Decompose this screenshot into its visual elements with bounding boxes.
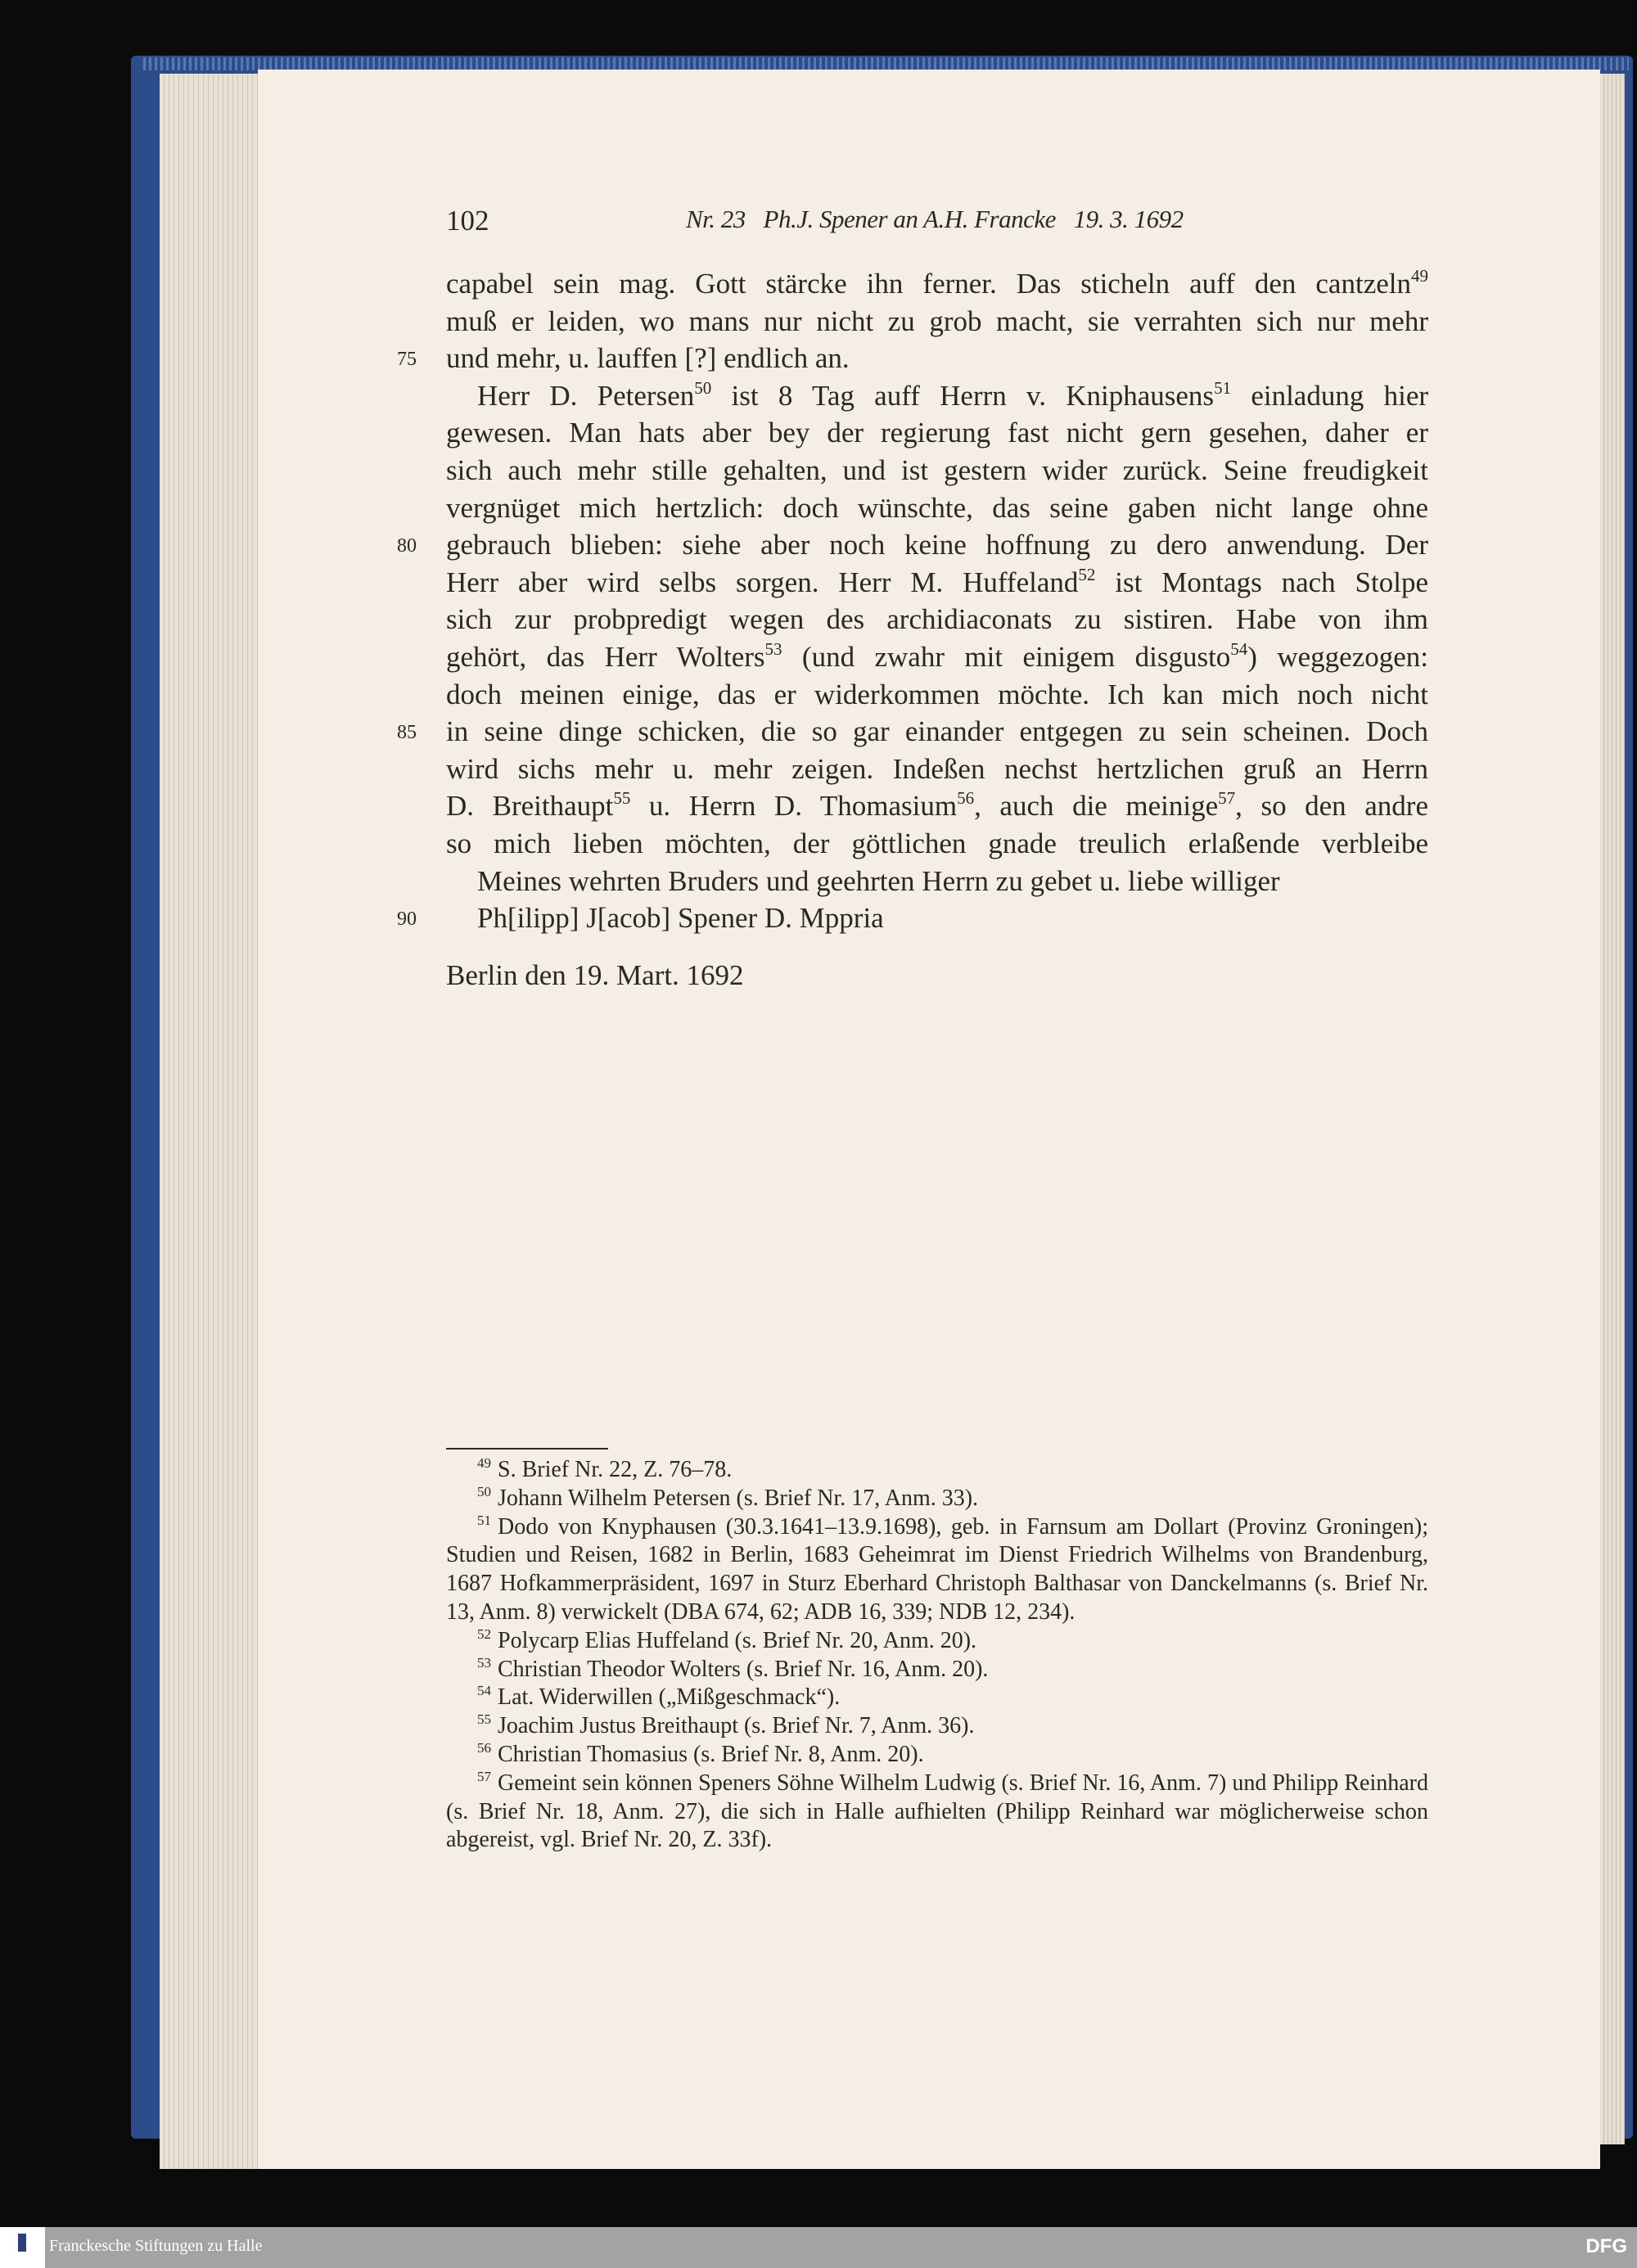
line-number: 80 (397, 535, 417, 557)
footnote (446, 1656, 1428, 1684)
line-number: 85 (397, 722, 417, 744)
footnote-ref[interactable]: 50 (694, 377, 712, 398)
text-line (397, 340, 1428, 377)
page-header (446, 205, 1428, 241)
footnote-number: 56 (477, 1739, 491, 1756)
page-stack-left (160, 74, 262, 2169)
line-text: gehört, das Herr Wolters (446, 640, 765, 673)
line-text: capabel sein mag. Gott stärcke ihn ferner. Das sticheln auff den cantzeln (446, 268, 1411, 300)
text-line (446, 638, 1428, 676)
footnote (446, 1684, 1428, 1712)
footnote-text: Gemeint sein können Speners Söhne Wilhelm Ludwig (s. Brief Nr. 16, Anm. 7) und Philipp Reinhard (s. Brief Nr. 18, Anm. 27), die sich in Halle aufhielten (Philipp Reinhard war möglicherweise schon abgereist, vgl. Brief Nr. 20, Z. 33f). (446, 1770, 1428, 1853)
line-number: 90 (397, 909, 417, 931)
text-line (446, 601, 1428, 638)
running-title: Nr. 23 Ph.J. Spener an A.H. Francke 19. 3. 1692 (686, 205, 1184, 233)
footnote-rule (446, 1448, 608, 1450)
line-text: doch meinen einige, das er widerkommen möchte. Ich kan mich noch nicht (446, 678, 1428, 710)
line-text: D. Breithaupt (446, 790, 614, 823)
footnote-ref[interactable]: 54 (1230, 638, 1248, 659)
text-line (446, 825, 1428, 863)
viewer-footer (0, 2227, 1637, 2268)
line-text: Meines wehrten Bruders und geehrten Herrn zu gebet u. liebe williger (477, 864, 1280, 897)
line-text: einladung hier (1231, 379, 1429, 412)
line-text: u. Herrn D. Thomasium (630, 790, 958, 823)
book-headband (143, 57, 1629, 70)
line-text: (und zwahr mit einigem disgusto (782, 640, 1231, 673)
footnote-ref[interactable]: 51 (1214, 377, 1232, 398)
footnote-text: Johann Wilhelm Petersen (s. Brief Nr. 17, Anm. 33). (498, 1485, 979, 1511)
footnote-text: Polycarp Elias Huffeland (s. Brief Nr. 20, Anm. 20). (498, 1627, 977, 1653)
text-line (397, 713, 1428, 751)
line-text: Herr aber wird selbs sorgen. Herr M. Huffeland (446, 566, 1079, 598)
footnote (446, 1513, 1428, 1627)
line-text: gewesen. Man hats aber bey der regierung fast nicht gern gesehen, daher er (446, 417, 1428, 449)
line-text: und mehr, u. lauffen [?] endlich an. (446, 342, 850, 375)
line-text: gebrauch blieben: siehe aber noch keine hoffnung zu dero anwendung. Der (446, 529, 1428, 561)
line-text: wird sichs mehr u. mehr zeigen. Indeßen nechst hertzlichen gruß an Herrn (446, 752, 1428, 785)
footnote (446, 1485, 1428, 1513)
footnote-text: Joachim Justus Breithaupt (s. Brief Nr. 7, Anm. 36). (498, 1713, 975, 1739)
footnote-number: 55 (477, 1711, 491, 1728)
line-text: sich auch mehr stille gehalten, und ist gestern wider zurück. Seine freudigkeit (446, 453, 1428, 486)
footnote-ref[interactable]: 55 (613, 788, 631, 809)
page-stack-right (1600, 74, 1625, 2144)
text-line (446, 863, 1428, 900)
line-text: ist 8 Tag auff Herrn v. Kniphausens (711, 379, 1215, 412)
line-text: ist Montags nach Stolpe (1095, 566, 1429, 598)
text-line (446, 414, 1428, 452)
footnote (446, 1741, 1428, 1770)
footnote (446, 1456, 1428, 1485)
footnote-number: 57 (477, 1768, 491, 1784)
text-line (446, 377, 1428, 415)
footnote-number: 53 (477, 1654, 491, 1671)
line-number: 75 (397, 349, 417, 371)
line-text: vergnüget mich hertzlich: doch wünschte, das seine gaben nicht lange ohne (446, 491, 1428, 524)
line-text: , auch die meinige (974, 790, 1219, 823)
footnote-number: 50 (477, 1483, 491, 1499)
text-line (446, 489, 1428, 527)
page-number: 102 (446, 205, 489, 237)
text-line (446, 452, 1428, 489)
line-text: in seine dinge schicken, die so gar einander entgegen zu sein scheinen. Doch (446, 715, 1428, 748)
text-line (397, 526, 1428, 564)
logo-figure-icon (18, 2234, 26, 2252)
footnote (446, 1770, 1428, 1855)
letter-body (397, 265, 1429, 937)
franckesche-stiftungen-logo (0, 2227, 45, 2268)
line-text: ) weggezogen: (1247, 640, 1428, 673)
line-text: muß er leiden, wo mans nur nicht zu grob macht, sie verrahten sich nur mehr (446, 304, 1428, 337)
closing-date: Berlin den 19. Mart. 1692 (446, 959, 744, 991)
footnote-ref[interactable]: 49 (1411, 266, 1428, 286)
text-line (446, 787, 1428, 825)
footnote-ref[interactable]: 52 (1078, 564, 1096, 584)
footnote-text: Lat. Widerwillen („Mißgeschmack“). (498, 1684, 841, 1711)
dfg-logo: DFG (1585, 2235, 1627, 2257)
line-text: , so den andre (1235, 790, 1428, 823)
footnote-text: Dodo von Knyphausen (30.3.1641–13.9.1698), geb. in Farnsum am Dollart (Provinz Groningen); Studien und Reisen, 1682 in Berlin, 1683 Geheimrat im Dienst Friedrich Wilhelms von Brandenburg, 1687 Hofkammerpräsident, 1697 in Sturz Eberhard Christoph Balthasar von Danckelmanns (s. Brief Nr. 13, Anm. 8) verwickelt (DBA 674, 62; ADB 16, 339; NDB 12, 234). (446, 1513, 1428, 1625)
line-text: so mich lieben möchten, der göttlichen gnade treulich erlaßende verbleibe (446, 827, 1428, 859)
text-line (397, 900, 1428, 937)
footnote-text: Christian Theodor Wolters (s. Brief Nr. 16, Anm. 20). (498, 1656, 989, 1682)
footnote-number: 49 (477, 1455, 491, 1471)
footnote-number: 54 (477, 1683, 491, 1699)
text-line (446, 676, 1428, 714)
footnotes (446, 1456, 1428, 1855)
organization-name: Franckesche Stiftungen zu Halle (49, 2237, 263, 2255)
footnote (446, 1712, 1428, 1741)
line-text: sich zur probpredigt wegen des archidiaconats zu sistiren. Habe von ihm (446, 603, 1428, 636)
text-line (446, 564, 1428, 602)
text-line (446, 265, 1428, 303)
line-text: Ph[ilipp] J[acob] Spener D. Mppria (477, 902, 884, 935)
text-line (446, 751, 1428, 788)
footnote-number: 52 (477, 1625, 491, 1642)
footnote-ref[interactable]: 56 (957, 788, 975, 809)
footnote-ref[interactable]: 57 (1218, 788, 1236, 809)
footnote-number: 51 (477, 1512, 491, 1528)
footnote-text: Christian Thomasius (s. Brief Nr. 8, Anm. 20). (498, 1741, 924, 1767)
text-line (446, 303, 1428, 340)
footnote (446, 1627, 1428, 1656)
footnote-ref[interactable]: 53 (764, 638, 782, 659)
line-text: Herr D. Petersen (477, 379, 695, 412)
footnote-text: S. Brief Nr. 22, Z. 76–78. (498, 1457, 733, 1482)
